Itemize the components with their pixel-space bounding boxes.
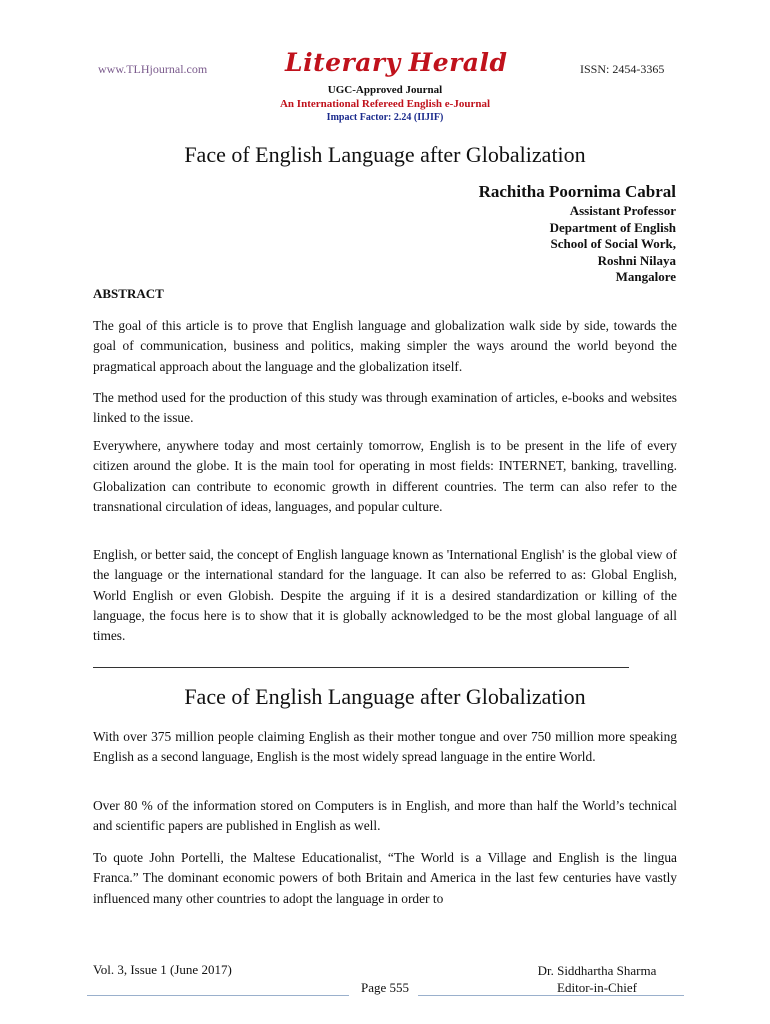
journal-subtitle: An International Refereed English e-Journal — [279, 98, 491, 110]
abstract-paragraph: The method used for the production of this study was through examination of articles, e-books and websites linked to the issue. — [93, 390, 677, 426]
journal-header — [0, 0, 770, 130]
page-number: Page 555 — [360, 980, 410, 995]
abstract-paragraph: The goal of this article is to prove that English language and globalization walk side by side, towards the goal of communication, business and politics, making simpler the ways around the world beyond the pragmatical approach about the language and the globalization itself. — [93, 318, 677, 374]
editor-title: Editor-in-Chief — [557, 980, 637, 995]
editor-name: Dr. Siddhartha Sharma — [537, 963, 657, 978]
body-paragraph: To quote John Portelli, the Maltese Educationalist, “The World is a Village and English is the lingua Franca.” The dominant economic powers of both Britain and America in the last few centuries have vastly influenced many other countries to adopt the language in order to — [93, 850, 677, 906]
journal-logo — [285, 44, 508, 80]
author-block — [479, 181, 676, 286]
ugc-approved-label: UGC-Approved Journal — [327, 84, 443, 96]
author-city: Mangalore — [615, 269, 676, 284]
site-url[interactable]: www.TLHjournal.com — [98, 62, 208, 76]
abstract-paragraph: Everywhere, anywhere today and most certainly tomorrow, English is to be present in the life of every citizen around the globe. It is the main tool for operating in most fields: INTERNET, banking, travelling. Globalization can contribute to economic growth in different countries. The term can also refer to the transnational circulation of ideas, languages, and popular culture. — [93, 438, 677, 514]
article-title: Face of English Language after Globalization — [184, 142, 586, 167]
section-title: Face of English Language after Globalization — [184, 684, 586, 709]
logo-word-herald: Herald — [408, 47, 508, 77]
issn-number: ISSN: 2454-3365 — [580, 62, 665, 76]
author-school: School of Social Work, — [550, 236, 676, 251]
logo-word-literary: Literary — [285, 47, 401, 77]
author-position: Assistant Professor — [569, 203, 676, 218]
footer-rule-left — [87, 995, 349, 996]
footer-volume: Vol. 3, Issue 1 (June 2017) — [93, 962, 232, 977]
body-paragraph: Over 80 % of the information stored on Computers is in English, and more than half the World’s technical and scientific papers are published in English as well. — [93, 798, 677, 834]
footer-rule-right — [418, 995, 684, 996]
footer-editor — [507, 962, 687, 996]
abstract-paragraph: English, or better said, the concept of English language known as 'International English' is the global view of the language or the international standard for the language. It can also be referred to as: Global English, World English or even Globish. Despite the arguing if it is a desired standardization or killing of the language, the focus here is to show that it is globally acknowledged to be the most global language of all times. — [93, 547, 677, 644]
impact-factor: Impact Factor: 2.24 (IIJIF) — [326, 112, 444, 123]
abstract-heading: ABSTRACT — [93, 286, 164, 301]
body-paragraph: With over 375 million people claiming English as their mother tongue and over 750 million more speaking English as a second language, English is the most widely spread language in the entire World. — [93, 729, 677, 765]
section-divider — [93, 667, 629, 668]
author-institution: Roshni Nilaya — [597, 252, 676, 268]
author-department: Department of English — [549, 219, 676, 235]
author-name: Rachitha Poornima Cabral — [478, 182, 676, 201]
